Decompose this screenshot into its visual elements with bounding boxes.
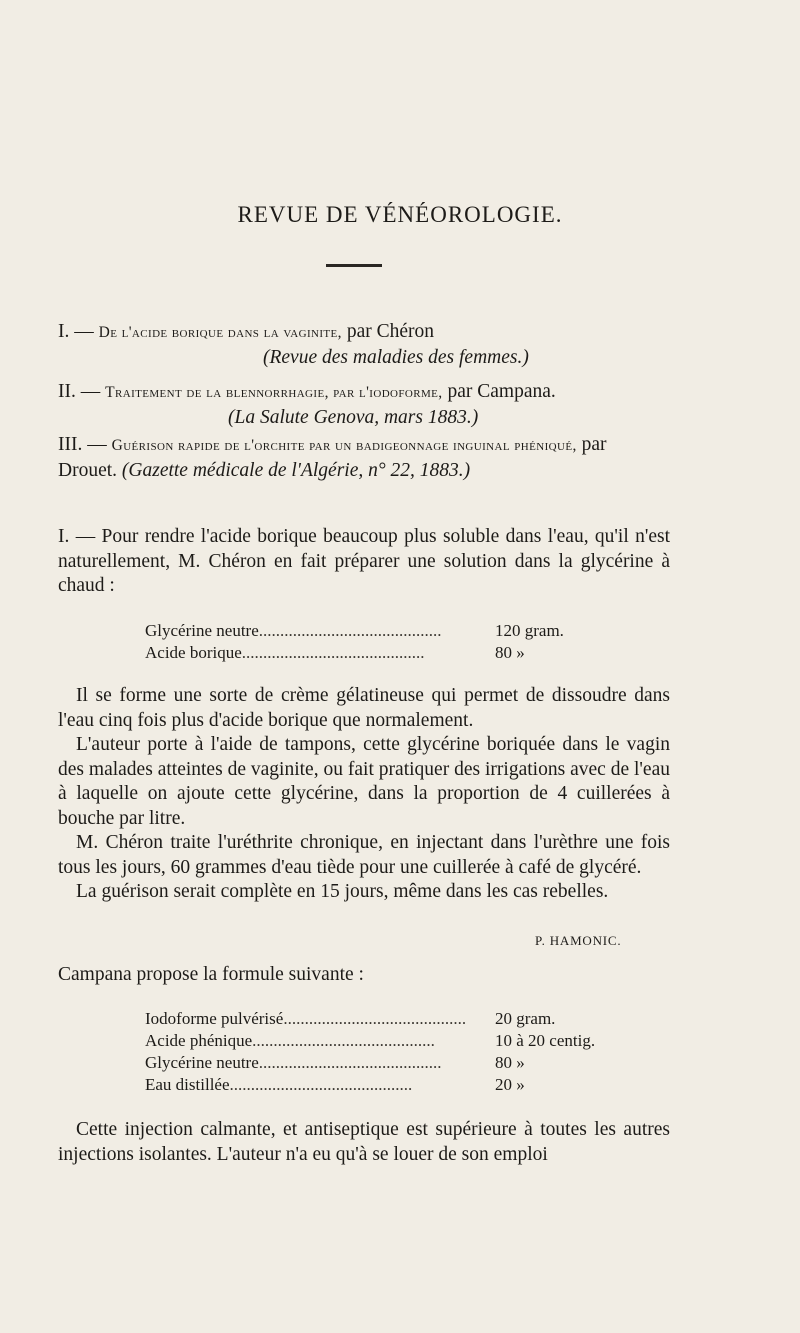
reference-by: par: [447, 381, 473, 402]
reference-by: par: [581, 434, 607, 455]
recipe-row: Iodoforme pulvérisé........................................... 20 gram.: [145, 1009, 556, 1028]
ingredient-qty: 80 »: [495, 1053, 525, 1072]
ingredient-qty: 10 à 20 centig.: [495, 1031, 596, 1050]
reference-author: Chéron: [376, 321, 434, 342]
ingredient-name: Glycérine neutre: [145, 621, 259, 640]
ingredient-name: Glycérine neutre: [145, 1053, 259, 1072]
reference-by: par: [346, 321, 372, 342]
paragraph: L'auteur porte à l'aide de tampons, cette glycérine boriquée dans le vagin des malades atteintes de vaginite, ou fait pratiquer des irrigations avec de l'eau à laquelle on ajoute cette glycérine, dans la proportion de 4 cuillerées à bouche par litre.: [58, 734, 670, 829]
title-rule: [326, 264, 382, 267]
reference-number: III. —: [58, 434, 107, 455]
ingredient-name: Acide borique: [145, 643, 242, 662]
section1-intro: I. — Pour rendre l'acide borique beaucoup plus soluble dans l'eau, qu'il n'est naturellement, M. Chéron en fait préparer une solution dans la glycérine à chaud :: [58, 526, 670, 596]
reference-2: [58, 380, 668, 430]
ingredient-name: Iodoforme pulvérisé: [145, 1009, 284, 1028]
reference-source: (La Salute Genova, mars 1883.): [228, 406, 479, 428]
recipe-2: [145, 1008, 615, 1096]
recipe-row: Acide borique........................................... 80 »: [145, 643, 525, 662]
paragraph: La guérison serait complète en 15 jours, même dans les cas rebelles.: [76, 881, 609, 902]
reference-title: De l'acide borique dans la vaginite,: [98, 324, 342, 341]
reference-number: II. —: [58, 381, 101, 402]
ingredient-qty: 120 gram.: [495, 621, 564, 640]
page-title: REVUE DE VÉNÉOROLOGIE.: [237, 202, 563, 227]
reference-title: Traitement de la blennorrhagie, par l'iodoforme,: [105, 384, 443, 401]
reference-title: Guérison rapide de l'orchite par un badigeonnage inguinal phéniqué,: [111, 437, 577, 454]
recipe-1: [145, 620, 615, 664]
ingredient-qty: 20 gram.: [495, 1009, 556, 1028]
recipe-row: Glycérine neutre........................................... 120 gram.: [145, 621, 564, 640]
recipe-row: Glycérine neutre........................................... 80 »: [145, 1053, 525, 1072]
reference-author: Campana.: [477, 381, 556, 402]
paragraph: M. Chéron traite l'uréthrite chronique, en injectant dans l'urèthre une fois tous les jours, 60 grammes d'eau tiède pour une cuillerée à café de glycéré.: [58, 832, 670, 878]
section2-body: [58, 1118, 670, 1167]
reference-1: [58, 320, 668, 370]
ingredient-name: Eau distillée: [145, 1075, 230, 1094]
signature: P. HAMONIC.: [535, 933, 622, 948]
ingredient-qty: 80 »: [495, 643, 525, 662]
recipe-row: Acide phénique........................................... 10 à 20 centig.: [145, 1031, 596, 1050]
reference-number: I. —: [58, 321, 94, 342]
ingredient-qty: 20 »: [495, 1075, 525, 1094]
ingredient-name: Acide phénique: [145, 1031, 253, 1050]
reference-source: (Gazette médicale de l'Algérie, n° 22, 1883.): [121, 459, 471, 481]
paragraph: Cette injection calmante, et antiseptique est supérieure à toutes les autres injections isolantes. L'auteur n'a eu qu'à se louer de son emploi: [58, 1119, 670, 1165]
reference-source: (Revue des maladies des femmes.): [263, 346, 529, 368]
recipe-row: Eau distillée........................................... 20 »: [145, 1075, 525, 1094]
section1-body: [58, 684, 670, 905]
section2-intro: Campana propose la formule suivante :: [58, 964, 364, 985]
reference-3: [58, 433, 670, 483]
reference-author: Drouet.: [58, 459, 118, 481]
paragraph: Il se forme une sorte de crème gélatineuse qui permet de dissoudre dans l'eau cinq fois plus d'acide borique que normalement.: [58, 685, 670, 731]
